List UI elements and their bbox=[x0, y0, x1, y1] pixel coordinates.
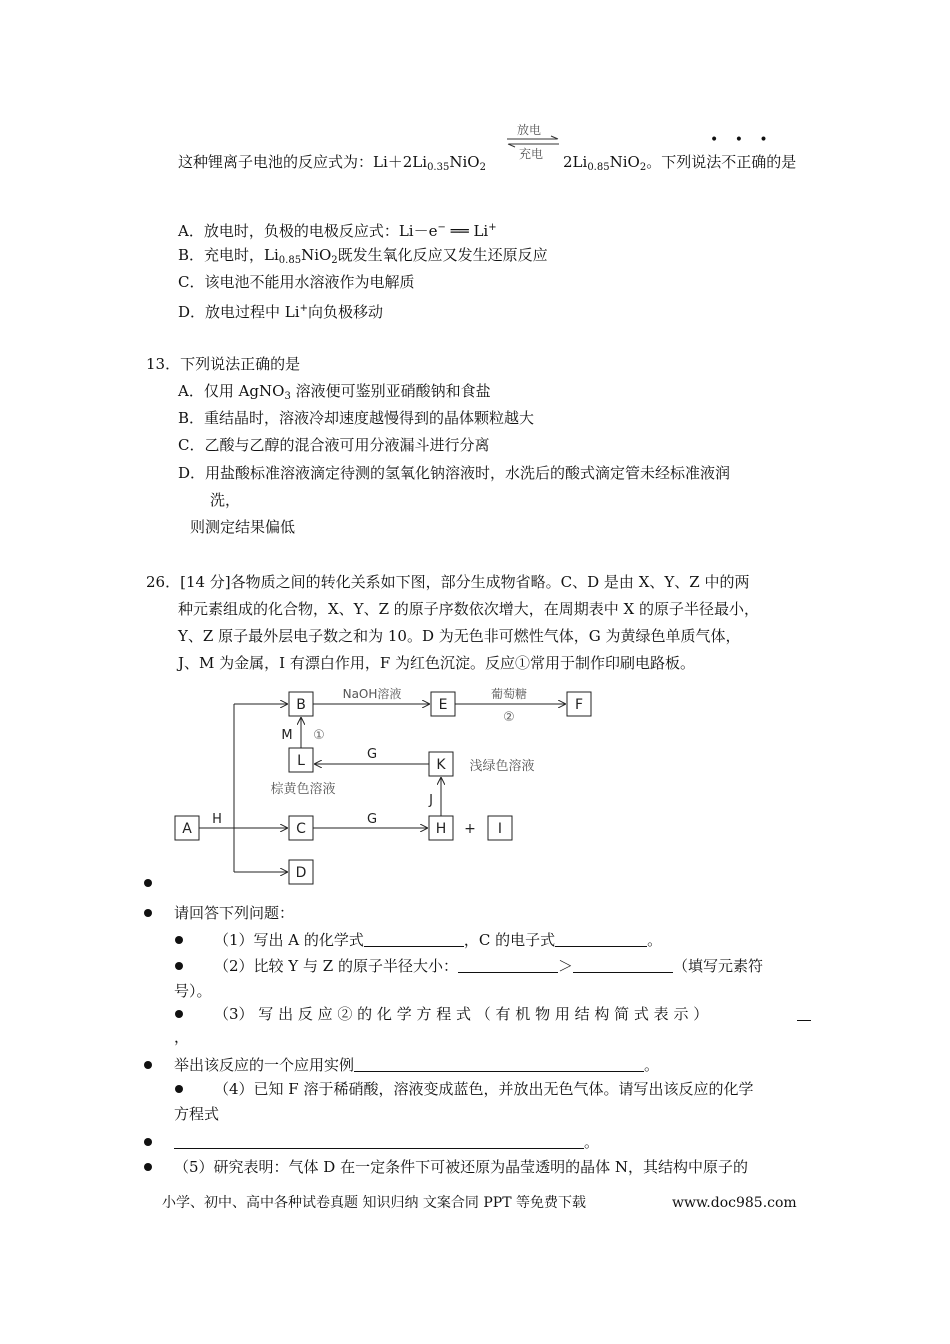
q13-option-a bbox=[178, 381, 491, 407]
option-text: D．放电过程中 Li bbox=[178, 303, 300, 321]
part3-comma: ， bbox=[174, 1028, 190, 1046]
option-text: 既发生氧化反应又发生还原反应 bbox=[337, 246, 548, 264]
bullet bbox=[144, 909, 152, 917]
blank-equation-F[interactable] bbox=[174, 1133, 584, 1149]
option-text: A．仅用 AgNO bbox=[178, 382, 285, 400]
subscript: 0.35 bbox=[427, 162, 450, 173]
footer-left: 小学、初中、高中各种试卷真题 知识归纳 文案合同 PPT 等免费下载 bbox=[162, 1195, 586, 1211]
q26-line3: Y、Z 原子最外层电子数之和为 10。D 为无色非可燃性气体，G 为黄绿色单质气体， bbox=[178, 627, 741, 645]
part-text: （填写元素符 bbox=[672, 957, 763, 975]
part-text: （1）写出 A 的化学式 bbox=[214, 931, 364, 949]
part-text: ＞ bbox=[557, 957, 573, 975]
node-H: H bbox=[435, 821, 447, 837]
q26-line1: 26．[14 分]各物质之间的转化关系如下图，部分生成物省略。C、D 是由 X、Y、Z 中的两 bbox=[146, 573, 750, 591]
q12-option-c: C．该电池不能用水溶液作为电解质 bbox=[178, 273, 415, 291]
label-brownish-yellow: 棕黄色溶液 bbox=[270, 782, 336, 797]
q12-option-d bbox=[178, 299, 383, 322]
q12-option-a bbox=[178, 218, 497, 241]
transformation-diagram bbox=[160, 680, 584, 890]
q12-option-b bbox=[178, 245, 548, 271]
q26-line2: 种元素组成的化合物，X、Y、Z 的原子序数依次增大，在周期表中 X 的原子半径最小， bbox=[178, 600, 759, 618]
plus-sign: + bbox=[464, 821, 476, 837]
superscript: + bbox=[299, 303, 308, 314]
formula-text: NiO bbox=[301, 246, 332, 264]
label-naoh: NaOH溶液 bbox=[342, 687, 402, 701]
node-D: D bbox=[295, 865, 307, 881]
subscript: 0.85 bbox=[278, 255, 302, 266]
part-text: （2）比较 Y 与 Z 的原子半径大小： bbox=[214, 957, 458, 975]
node-E: E bbox=[438, 697, 448, 713]
part-text: 。 bbox=[644, 1056, 660, 1074]
part-text: 。 bbox=[584, 1133, 600, 1151]
part-text: ，C 的电子式 bbox=[463, 931, 556, 949]
stem-text: 。下列说法不正确的是 bbox=[646, 153, 797, 171]
part5: （5）研究表明：气体 D 在一定条件下可被还原为晶莹透明的晶体 N，其结构中原子的 bbox=[174, 1158, 749, 1176]
formula-text: 2Li bbox=[563, 153, 588, 171]
edge-label-J: J bbox=[429, 793, 433, 808]
subscript: 3 bbox=[284, 391, 291, 402]
q13-option-b: B．重结晶时，溶液冷却速度越慢得到的晶体颗粒越大 bbox=[178, 409, 535, 427]
discharge-label: 放电 bbox=[517, 123, 542, 137]
emphasis-dots: • • • bbox=[710, 132, 774, 148]
blank-radius-1[interactable] bbox=[458, 957, 558, 973]
blank-A-formula[interactable] bbox=[364, 931, 464, 947]
subscript: 2 bbox=[331, 255, 338, 266]
part3: （3） 写 出 反 应 ② 的 化 学 方 程 式 （ 有 机 物 用 结 构 简 式 表 示 ） bbox=[214, 1005, 709, 1023]
node-F: F bbox=[574, 697, 584, 713]
bullet bbox=[175, 1085, 183, 1093]
q13-stem: 13．下列说法正确的是 bbox=[146, 355, 301, 373]
node-A: A bbox=[182, 821, 192, 837]
superscript: + bbox=[488, 222, 497, 233]
option-text: 向负极移动 bbox=[307, 303, 383, 321]
subscript: 0.85 bbox=[587, 162, 610, 173]
q13-option-c: C．乙酸与乙醇的混合液可用分液漏斗进行分离 bbox=[178, 436, 490, 454]
blank-application[interactable] bbox=[354, 1056, 644, 1072]
option-text: B．充电时，Li bbox=[178, 246, 279, 264]
bullet bbox=[144, 1163, 152, 1171]
bullet bbox=[175, 936, 183, 944]
circle-one: ① bbox=[313, 728, 325, 743]
formula-text: NiO bbox=[449, 153, 480, 171]
bullet bbox=[175, 962, 183, 970]
part-text: 举出该反应的一个应用实例 bbox=[174, 1056, 355, 1074]
q13-option-d-line3: 则测定结果偏低 bbox=[190, 518, 296, 536]
q12-stem-left bbox=[178, 152, 486, 178]
part2 bbox=[214, 956, 763, 976]
node-B: B bbox=[296, 697, 306, 713]
node-K: K bbox=[436, 757, 446, 773]
q26-line4: J、M 为金属，I 有漂白作用，F 为红色沉淀。反应①常用于制作印刷电路板。 bbox=[178, 654, 696, 672]
subscript: 2 bbox=[479, 162, 486, 173]
blank-C-electron[interactable] bbox=[555, 931, 647, 947]
charge-label: 充电 bbox=[519, 147, 544, 161]
node-I: I bbox=[497, 821, 503, 837]
edge-label-M: M bbox=[281, 728, 293, 743]
edge-label-H: H bbox=[212, 812, 222, 827]
part4-line2: 方程式 bbox=[174, 1105, 220, 1123]
blank-radius-2[interactable] bbox=[573, 957, 673, 973]
edge-label-G-CH: G bbox=[366, 812, 378, 827]
bullet bbox=[144, 1061, 152, 1069]
node-L: L bbox=[297, 753, 305, 769]
node-C: C bbox=[296, 821, 306, 837]
blank-reaction2[interactable] bbox=[797, 1005, 811, 1021]
answer-prompt: 请回答下列问题： bbox=[174, 904, 295, 922]
footer-link[interactable]: www.doc985.com bbox=[672, 1195, 797, 1211]
part4-answer bbox=[174, 1132, 599, 1152]
part2-line2: 号）。 bbox=[174, 982, 212, 1000]
bullet bbox=[144, 1138, 152, 1146]
label-glucose: 葡萄糖 bbox=[490, 687, 528, 701]
bullet bbox=[144, 879, 152, 887]
option-text: ══ Li bbox=[445, 222, 489, 240]
edge-label-G-KL: G bbox=[366, 747, 378, 762]
part-text: 。 bbox=[647, 931, 663, 949]
formula-text: NiO bbox=[609, 153, 640, 171]
bullet bbox=[175, 1010, 183, 1018]
q13-option-d-line1: D．用盐酸标准溶液滴定待测的氢氧化钠溶液时，水洗后的酸式滴定管未经标准液润 bbox=[178, 464, 731, 482]
option-text: 溶液便可鉴别亚硝酸钠和食盐 bbox=[290, 382, 491, 400]
superscript: − bbox=[437, 222, 446, 233]
option-text: A．放电时，负极的电极反应式：Li－e bbox=[178, 222, 438, 240]
label-light-green: 浅绿色溶液 bbox=[469, 759, 535, 774]
part4-line1: （4）已知 F 溶于稀硝酸，溶液变成蓝色，并放出无色气体。请写出该反应的化学 bbox=[214, 1080, 754, 1098]
stem-text: 这种锂离子电池的反应式为：Li＋2Li bbox=[178, 153, 428, 171]
circle-two: ② bbox=[503, 710, 515, 725]
subscript: 2 bbox=[639, 162, 647, 173]
part3b bbox=[174, 1055, 659, 1075]
q12-stem-right bbox=[563, 152, 796, 178]
q13-option-d-line2: 洗， bbox=[210, 491, 241, 509]
part1 bbox=[214, 930, 662, 950]
